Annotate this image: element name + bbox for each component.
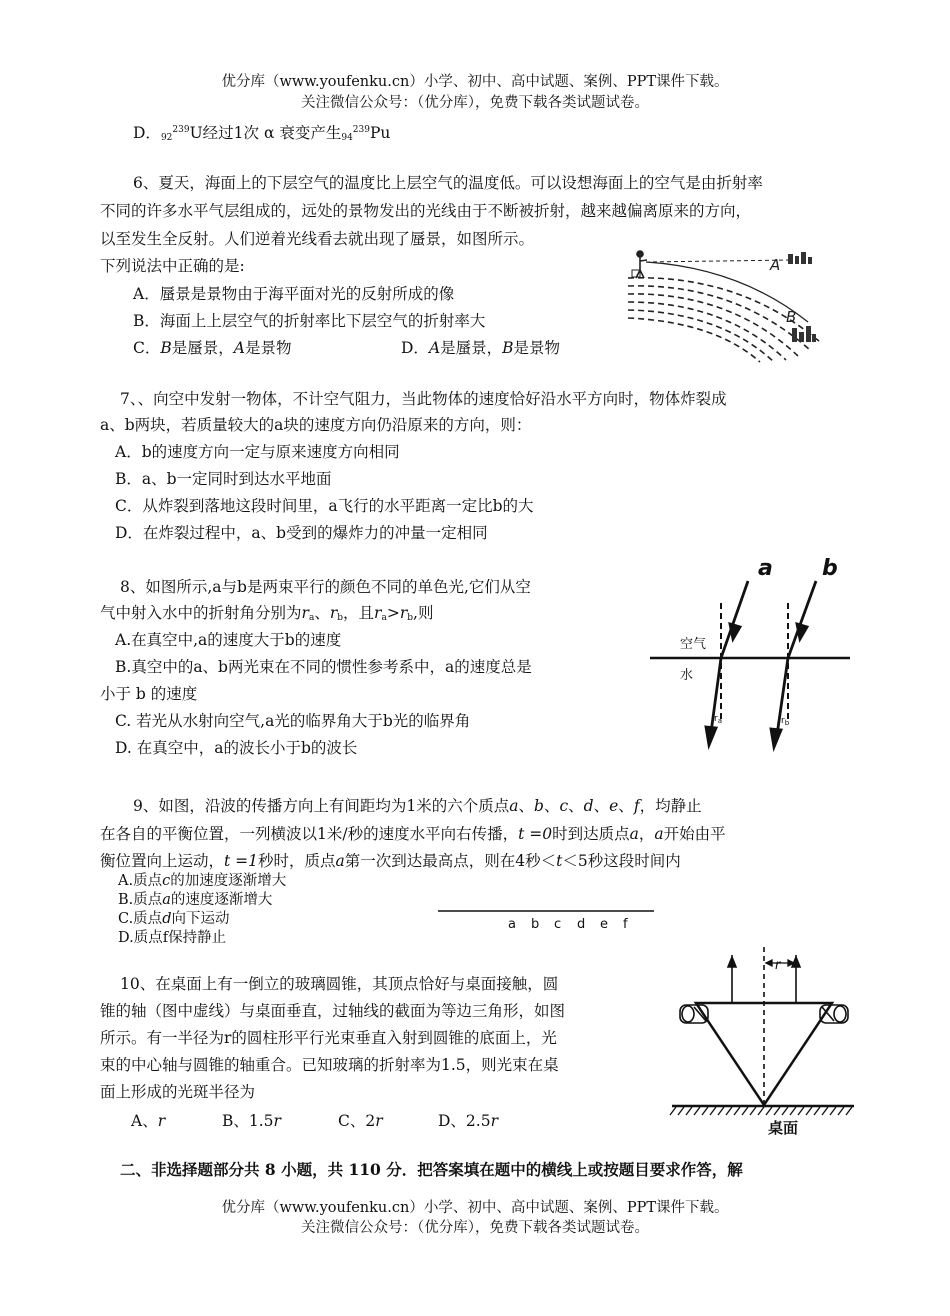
hatch-mark — [718, 1107, 724, 1115]
radius-label: r — [775, 958, 781, 973]
q10-line-4: 束的中心轴与圆锥的轴重合。已知玻璃的折射率为1.5，则光束在桌 — [100, 1056, 559, 1074]
refraction-figure — [648, 555, 858, 750]
q9-line-2: 在各自的平衡位置，一列横波以1米/秒的速度水平向右传播，t =0时到达质点a，a开始由平 — [100, 825, 726, 843]
air-label: 空气 — [680, 637, 707, 652]
q6-option-b: B．海面上上层空气的折射率比下层空气的折射率大 — [133, 312, 486, 330]
q7-option-d: D．在炸裂过程中，a、b受到的爆炸力的冲量一定相同 — [115, 524, 488, 542]
mirage-label-b: B — [786, 308, 797, 326]
footer-line-1: 优分库（www.youfenku.cn）小学、初中、高中试题、案例、PPT课件下载。 — [221, 1200, 729, 1216]
q6-option-c: C．B是蜃景，A是景物 — [133, 339, 292, 357]
hatch-mark — [742, 1107, 748, 1115]
header-line-2: 关注微信公众号：（优分库），免费下载各类试题试卷。 — [301, 95, 649, 111]
hatch-mark — [814, 1107, 820, 1115]
hatch-mark — [782, 1107, 788, 1115]
q10-option-b: B、1.5r — [222, 1112, 281, 1130]
q10-line-1: 10、在桌面上有一倒立的玻璃圆锥，其顶点恰好与桌面接触，圆 — [120, 975, 559, 993]
hatch-mark — [686, 1107, 692, 1115]
hatch-mark — [734, 1107, 740, 1115]
hatch-mark — [750, 1107, 756, 1115]
q9-line-3: 衡位置向上运动，t =1秒时，质点a第一次到达最高点，则在4秒＜t＜5秒这段时间内 — [100, 852, 681, 870]
q8-option-c: C. 若光从水射向空气,a光的临界角大于b光的临界角 — [115, 712, 471, 730]
mirage-label-a: A — [770, 256, 781, 274]
wave-point-label: d — [577, 917, 586, 932]
q10-option-c: C、2r — [338, 1112, 383, 1130]
footer-line-2: 关注微信公众号：（优分库），免费下载各类试题试卷。 — [301, 1220, 649, 1236]
q8-option-b-line-1: B.真空中的a、b两光束在不同的惯性参考系中，a的速度总是 — [115, 658, 532, 676]
q7-option-a: A．b的速度方向一定与原来速度方向相同 — [115, 443, 400, 461]
mirage-image-icon — [788, 252, 812, 264]
hatch-mark — [846, 1107, 852, 1115]
q6-line-1: 6、夏天，海面上的下层空气的温度比上层空气的温度低。可以设想海面上的空气是由折射率 — [133, 174, 763, 192]
q9-option-c: C.质点d向下运动 — [118, 911, 230, 927]
q9-line-1: 9、如图，沿波的传播方向上有间距均为1米的六个质点a、b、c、d、e、f，均静止 — [133, 797, 702, 815]
angle-ra-label: $r_a$ — [714, 714, 722, 725]
hatch-mark — [838, 1107, 844, 1115]
header-line-1: 优分库（www.youfenku.cn）小学、初中、高中试题、案例、PPT课件下载。 — [221, 74, 729, 90]
wave-points-figure — [436, 900, 656, 940]
q8-option-a: A.在真空中,a的速度大于b的速度 — [115, 631, 342, 649]
q8-line-1: 8、如图所示,a与b是两束平行的颜色不同的单色光,它们从空 — [120, 578, 531, 596]
hatch-mark — [766, 1107, 772, 1115]
q6-line-3: 以至发生全反射。人们逆着光线看去就出现了蜃景，如图所示。 — [100, 230, 535, 248]
q8-option-b-line-2: 小于 b 的速度 — [100, 685, 198, 703]
beam-b-label: b — [822, 556, 838, 581]
q10-line-5: 面上形成的光斑半径为 — [100, 1083, 256, 1101]
q7-line-2: a、b两块，若质量较大的a块的速度方向仍沿原来的方向，则： — [100, 416, 532, 434]
scenery-icon — [792, 326, 816, 342]
wave-point-label: e — [600, 917, 608, 932]
desk-label: 桌面 — [768, 1119, 799, 1137]
wave-point-label: b — [531, 917, 540, 932]
q5-option-d: D．$_{92}^{239}$U经过1次 α 衰变产生$_{94}^{239}$Pu — [133, 124, 391, 143]
q6-option-a: A．蜃景是景物由于海平面对光的反射所成的像 — [133, 285, 455, 303]
q6-option-d: D．A是蜃景，B是景物 — [401, 339, 561, 357]
mirage-figure — [620, 240, 850, 360]
wave-point-label: c — [554, 917, 562, 932]
section-2-heading: 二、非选择题部分共 8 小题，共 110 分．把答案填在题中的横线上或按题目要求作答，解 — [120, 1160, 743, 1179]
observer-icon — [632, 251, 647, 278]
hatch-mark — [806, 1107, 812, 1115]
beam-b — [771, 581, 816, 747]
q9-option-a: A.质点c的加速度逐渐增大 — [118, 873, 287, 889]
hatch-mark — [774, 1107, 780, 1115]
q8-line-2: 气中射入水中的折射角分别为$r_a$、$r_b$，且$r_a>r_b$,则 — [100, 604, 434, 623]
q9-option-d: D.质点f保持静止 — [118, 930, 227, 946]
angle-rb-label: $r_b$ — [781, 716, 790, 727]
q10-line-3: 所示。有一半径为r的圆柱形平行光束垂直入射到圆锥的底面上，光 — [100, 1029, 557, 1047]
q6-line-4: 下列说法中正确的是: — [100, 257, 245, 275]
water-label: 水 — [680, 668, 694, 683]
cone-figure — [668, 945, 863, 1140]
hatch-mark — [678, 1107, 684, 1115]
q9-option-b: B.质点a的速度逐渐增大 — [118, 892, 273, 908]
q6-line-2: 不同的许多水平气层组成的，远处的景物发出的光线由于不断被折射，越来越偏离原来的方向， — [100, 202, 752, 220]
wave-point-label: a — [508, 917, 516, 932]
q10-option-d: D、2.5r — [438, 1112, 498, 1130]
hatch-mark — [822, 1107, 828, 1115]
q7-line-1: 7、、向空中发射一物体，不计空气阻力，当此物体的速度恰好沿水平方向时，物体炸裂成 — [120, 390, 727, 408]
hatch-mark — [758, 1107, 764, 1115]
q10-line-2: 锥的轴（图中虚线）与桌面垂直，过轴线的截面为等边三角形，如图 — [100, 1002, 566, 1020]
wave-point-label: f — [623, 917, 628, 932]
hatch-mark — [710, 1107, 716, 1115]
hatch-mark — [702, 1107, 708, 1115]
beam-a — [706, 581, 748, 745]
hatch-mark — [790, 1107, 796, 1115]
hatch-mark — [694, 1107, 700, 1115]
beam-a-label: a — [758, 556, 773, 581]
q8-option-d: D. 在真空中，a的波长小于b的波长 — [115, 739, 358, 757]
hatch-mark — [798, 1107, 804, 1115]
q7-option-b: B．a、b一定同时到达水平地面 — [115, 470, 332, 488]
q10-option-a: A、r — [131, 1112, 166, 1130]
hatch-mark — [670, 1107, 676, 1115]
hatch-mark — [830, 1107, 836, 1115]
q7-option-c: C．从炸裂到落地这段时间里，a飞行的水平距离一定比b的大 — [115, 497, 534, 515]
hatch-mark — [726, 1107, 732, 1115]
